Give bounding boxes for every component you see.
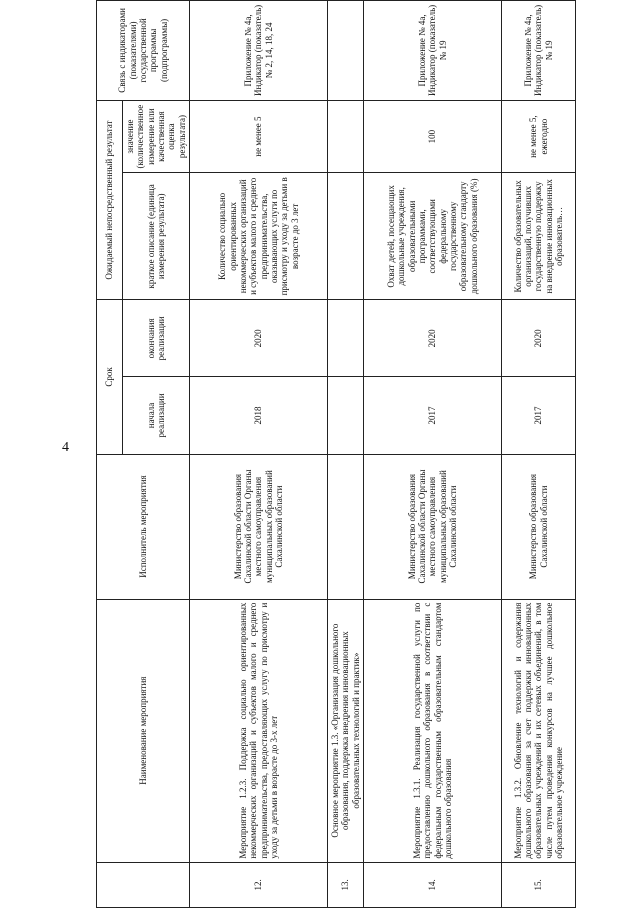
row-end: 2020: [502, 300, 576, 377]
row-start: [328, 377, 364, 454]
row-link: Приложение № 4а, Индикатор (показатель) № 19: [364, 1, 502, 101]
row-executor: Министерство образования Сахалинской области Органы местного самоуправления муниципальных образований Сахалинской области: [190, 454, 328, 599]
row-link: Приложение № 4а, Индикатор (показатель) № 2, 14, 18, 24: [190, 1, 328, 101]
row-link: [328, 1, 364, 101]
row-result-desc: Количество социально ориентированных некоммерческих организаций и субъектов малого и среднего предпринимательства, оказывающих услуги по присмотру и уходу за детьми в возрасте до 3 лет: [190, 173, 328, 300]
row-end: [328, 300, 364, 377]
row-name: Мероприятие 1.3.1. Реализация государственной услуги по предоставлению дошкольного образования в соответствии с федеральным государственным образовательным стандартом дошкольного образования: [364, 599, 502, 862]
row-num: 13.: [328, 862, 364, 907]
header-term: Срок: [97, 300, 123, 454]
row-executor: Министерство образования Сахалинской области Органы местного самоуправления муниципальных образований Сахалинской области: [364, 454, 502, 599]
page-number: 4: [62, 440, 69, 455]
header-expected: Ожидаемый непосредственный результат: [97, 100, 123, 300]
row-num: 15.: [502, 862, 576, 907]
row-result-desc: Охват детей, посещающих дошкольные учреждения, образовательными программами, соответствующими федеральному государственному образовательному стандарту дошкольного образования (%): [364, 173, 502, 300]
row-start: 2017: [364, 377, 502, 454]
row-name: Мероприятие 1.2.3. Поддержка социально ориентированных некоммерческих организаций и субъектов малого и среднего предпринимательства, предоставляющих услугу по присмотру и уходу за детьми в возрасте до 3-х лет: [190, 599, 328, 862]
table-row: [364, 1, 502, 908]
row-end: 2020: [190, 300, 328, 377]
row-num: 12.: [190, 862, 328, 907]
row-result-val: [328, 100, 364, 173]
row-start: 2017: [502, 377, 576, 454]
row-result-val: не менее 5, ежегодно: [502, 100, 576, 173]
header-executor: Исполнитель мероприятия: [97, 454, 190, 599]
row-num: 14.: [364, 862, 502, 907]
row-executor: Министерство образования Сахалинской области: [502, 454, 576, 599]
table-row: [190, 1, 328, 908]
row-result-desc: [328, 173, 364, 300]
measures-table: [96, 0, 576, 908]
header-name: Наименование мероприятия: [97, 599, 190, 862]
table-row: [328, 1, 364, 908]
row-link: Приложение № 4а, Индикатор (показатель) № 19: [502, 1, 576, 101]
header-link: Связь с индикаторами (показателями) государственной программы (подпрограммы): [97, 1, 190, 101]
table-row: [502, 1, 576, 908]
header-result-val: значение (количественное измерение или качественная оценка результата): [123, 100, 190, 173]
measures-table-sheet: [96, 0, 572, 908]
row-name: Мероприятие 1.3.2. Обновление технологий и содержания дошкольного образования за счет поддержки инновационных образовательных учреждений и их сетевых объединений, в том числе путем проведения конкурсов на лучшее дошкольное образовательное учреждение: [502, 599, 576, 862]
header-result-desc: краткое описание (единица измерения результата): [123, 173, 190, 300]
row-name: Основное мероприятие 1.3. «Организация дошкольного образования, поддержка внедрения инновационных образовательных технологий и практик»: [328, 599, 364, 862]
header-num: [97, 862, 190, 907]
row-result-val: не менее 5: [190, 100, 328, 173]
row-start: 2018: [190, 377, 328, 454]
row-result-val: 100: [364, 100, 502, 173]
header-end: окончания реализации: [123, 300, 190, 377]
row-result-desc: Количество образовательных организаций, получивших государственную поддержку на внедрение инновационных образователь…: [502, 173, 576, 300]
header-start: начала реализации: [123, 377, 190, 454]
row-end: 2020: [364, 300, 502, 377]
row-executor: [328, 454, 364, 599]
